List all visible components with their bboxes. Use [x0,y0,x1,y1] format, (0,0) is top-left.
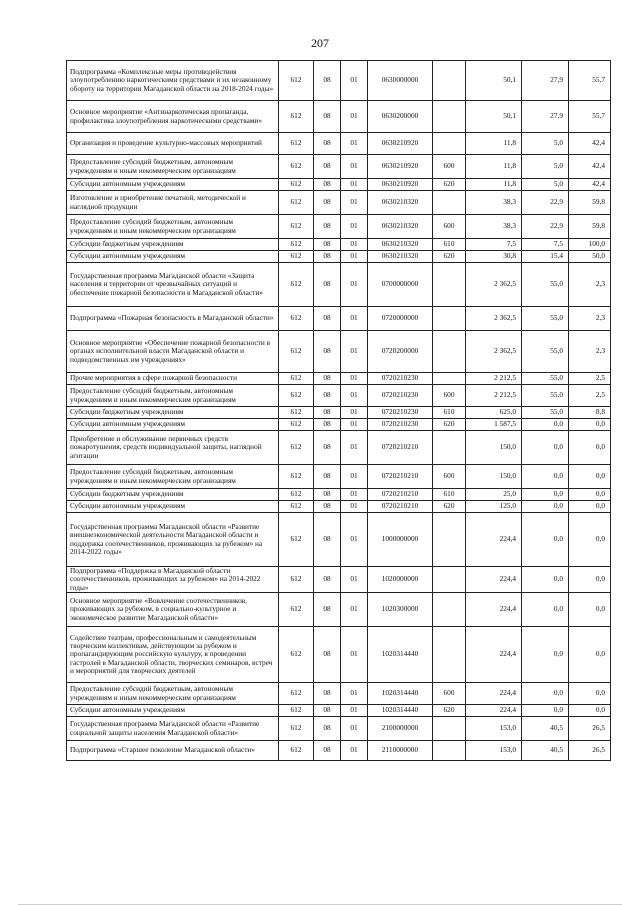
cell-csr: 2100000000 [368,717,433,741]
table-row [67,215,611,239]
cell-pr: 01 [341,155,368,179]
table-row [67,683,611,705]
cell-pct: 42,4 [569,155,611,179]
table-row [67,307,611,331]
cell-ved: 612 [279,465,314,489]
cell-sum: 224,4 [466,705,522,717]
cell-sum: 25,0 [466,489,522,501]
cell-ved: 612 [279,717,314,741]
cell-csr: 0720210230 [368,373,433,385]
cell-done: 0,0 [522,567,569,593]
cell-rz: 08 [314,191,341,215]
cell-done: 55,0 [522,263,569,307]
table-row [67,61,611,101]
cell-name: Государственная программа Магаданской области «Развитие внешнеэкономической деятельности Магаданской области и поддержка соотечественников, проживающих за рубежом» на 2014-2022 годы» [67,513,279,567]
cell-vr [433,741,466,761]
cell-name: Предоставление субсидий бюджетным, автономным учреждениям и иным некоммерческим организациям [67,215,279,239]
cell-pr: 01 [341,513,368,567]
cell-vr [433,431,466,465]
cell-ved: 612 [279,627,314,683]
cell-name: Субсидии бюджетным учреждениям [67,489,279,501]
cell-done: 0,0 [522,705,569,717]
table-row [67,133,611,155]
cell-name: Предоставление субсидий бюджетным, автономным учреждениям и иным некоммерческим организациям [67,385,279,407]
cell-name: Государственная программа Магаданской области «Защита населения и территории от чрезвычайных ситуаций и обеспечение пожарной безопасности в Магаданской области» [67,263,279,307]
cell-pct: 55,7 [569,101,611,133]
cell-pct: 0,0 [569,431,611,465]
cell-pr: 01 [341,717,368,741]
cell-ved: 612 [279,61,314,101]
cell-csr: 1020314440 [368,683,433,705]
cell-rz: 08 [314,627,341,683]
cell-csr: 0720210230 [368,419,433,431]
cell-rz: 08 [314,133,341,155]
cell-name: Подпрограмма «Комплексные меры противодействия злоупотреблению наркотическими средствами и их незаконному обороту на территории Магаданской области на 2018-2024 годы» [67,61,279,101]
cell-csr: 0720210230 [368,407,433,419]
cell-pr: 01 [341,419,368,431]
cell-rz: 08 [314,431,341,465]
cell-ved: 612 [279,101,314,133]
cell-done: 0,0 [522,501,569,513]
cell-pct: 59,8 [569,215,611,239]
cell-rz: 08 [314,215,341,239]
cell-done: 55,0 [522,373,569,385]
cell-rz: 08 [314,101,341,133]
cell-pr: 01 [341,331,368,373]
cell-sum: 2 212,5 [466,373,522,385]
cell-vr: 610 [433,489,466,501]
table-row [67,331,611,373]
table-row [67,373,611,385]
cell-pr: 01 [341,501,368,513]
cell-pct: 0,0 [569,683,611,705]
cell-done: 15,4 [522,251,569,263]
cell-sum: 2 362,5 [466,307,522,331]
cell-csr: 1020314440 [368,705,433,717]
cell-name: Государственная программа Магаданской области «Развитие социальной защиты населения Магаданской области» [67,717,279,741]
cell-sum: 2 212,5 [466,385,522,407]
cell-csr: 0630200000 [368,101,433,133]
table-row [67,407,611,419]
cell-name: Субсидии автономным учреждениям [67,501,279,513]
cell-pct: 42,4 [569,133,611,155]
cell-name: Прочие мероприятия в сфере пожарной безопасности [67,373,279,385]
cell-pct: 2,3 [569,331,611,373]
cell-vr [433,567,466,593]
cell-pct: 0,0 [569,513,611,567]
cell-csr: 0630210920 [368,133,433,155]
cell-pct: 0,0 [569,593,611,627]
cell-sum: 1 587,5 [466,419,522,431]
cell-rz: 08 [314,385,341,407]
cell-vr: 600 [433,155,466,179]
cell-rz: 08 [314,683,341,705]
cell-rz: 08 [314,239,341,251]
cell-rz: 08 [314,741,341,761]
cell-done: 5,0 [522,133,569,155]
cell-ved: 612 [279,705,314,717]
cell-done: 27,9 [522,101,569,133]
cell-vr [433,307,466,331]
cell-rz: 08 [314,331,341,373]
cell-csr: 0720000000 [368,307,433,331]
cell-pct: 100,0 [569,239,611,251]
cell-ved: 612 [279,215,314,239]
cell-ved: 612 [279,263,314,307]
cell-ved: 612 [279,307,314,331]
cell-ved: 612 [279,239,314,251]
table-row [67,501,611,513]
cell-done: 0,0 [522,683,569,705]
cell-rz: 08 [314,307,341,331]
cell-rz: 08 [314,465,341,489]
cell-csr: 1000000000 [368,513,433,567]
cell-name: Предоставление субсидий бюджетным, автономным учреждениям и иным некоммерческим организациям [67,465,279,489]
cell-pct: 59,8 [569,191,611,215]
cell-done: 5,0 [522,179,569,191]
cell-rz: 08 [314,567,341,593]
cell-sum: 2 362,5 [466,263,522,307]
cell-done: 0,0 [522,489,569,501]
cell-pct: 26,5 [569,741,611,761]
cell-vr [433,101,466,133]
cell-done: 22,9 [522,191,569,215]
cell-pr: 01 [341,407,368,419]
cell-done: 0,0 [522,627,569,683]
cell-vr: 600 [433,385,466,407]
cell-sum: 224,4 [466,627,522,683]
cell-pr: 01 [341,101,368,133]
cell-name: Основное мероприятие «Обеспечение пожарной безопасности в органах исполнительной власти Магаданской области и подведомственных им учреждениях» [67,331,279,373]
cell-csr: 0720210210 [368,501,433,513]
table-body [67,61,611,761]
cell-csr: 0630210320 [368,191,433,215]
cell-name: Подпрограмма «Поддержка в Магаданской области соотечественников, проживающих за рубежом» на 2014-2022 годы» [67,567,279,593]
cell-done: 0,0 [522,419,569,431]
cell-ved: 612 [279,251,314,263]
cell-rz: 08 [314,61,341,101]
cell-ved: 612 [279,191,314,215]
cell-rz: 08 [314,593,341,627]
cell-sum: 50,1 [466,61,522,101]
cell-ved: 612 [279,567,314,593]
cell-done: 55,0 [522,407,569,419]
cell-pct: 0,0 [569,419,611,431]
cell-pct: 0,0 [569,567,611,593]
cell-ved: 612 [279,489,314,501]
cell-vr: 620 [433,251,466,263]
cell-rz: 08 [314,179,341,191]
cell-ved: 612 [279,593,314,627]
cell-name: Субсидии бюджетным учреждениям [67,239,279,251]
cell-name: Организация и проведение культурно-массовых мероприятий [67,133,279,155]
cell-ved: 612 [279,331,314,373]
cell-done: 0,0 [522,593,569,627]
table-row [67,717,611,741]
cell-ved: 612 [279,373,314,385]
cell-sum: 150,0 [466,465,522,489]
table-row [67,191,611,215]
cell-sum: 224,4 [466,567,522,593]
cell-done: 55,0 [522,331,569,373]
cell-pr: 01 [341,489,368,501]
cell-done: 40,5 [522,717,569,741]
cell-name: Субсидии автономным учреждениям [67,251,279,263]
cell-pr: 01 [341,465,368,489]
cell-vr: 620 [433,501,466,513]
cell-csr: 0700000000 [368,263,433,307]
cell-vr: 620 [433,419,466,431]
cell-rz: 08 [314,251,341,263]
table-row [67,567,611,593]
cell-vr [433,373,466,385]
cell-done: 55,0 [522,385,569,407]
cell-name: Содействие театрам, профессиональным и самодеятельным творческим коллективам, действующим за рубежом и пропагандирующим российскую культуру, в проведении гастролей в Магаданской области, творческих семинаров, встреч и мероприятий для творческих деятелей [67,627,279,683]
cell-ved: 612 [279,419,314,431]
cell-pr: 01 [341,385,368,407]
table-row [67,263,611,307]
cell-sum: 153,0 [466,717,522,741]
cell-vr [433,627,466,683]
cell-done: 40,5 [522,741,569,761]
cell-sum: 7,5 [466,239,522,251]
cell-ved: 612 [279,385,314,407]
cell-done: 55,0 [522,307,569,331]
table-row [67,513,611,567]
cell-ved: 612 [279,501,314,513]
cell-sum: 150,0 [466,431,522,465]
table-row [67,155,611,179]
cell-pct: 50,0 [569,251,611,263]
cell-csr: 0630210320 [368,239,433,251]
cell-pr: 01 [341,215,368,239]
cell-csr: 0630000000 [368,61,433,101]
cell-vr: 610 [433,407,466,419]
cell-sum: 224,4 [466,593,522,627]
cell-name: Основное мероприятие «Антинаркотическая пропаганда, профилактика злоупотребления наркотическими средствами» [67,101,279,133]
cell-rz: 08 [314,489,341,501]
cell-ved: 612 [279,513,314,567]
budget-table [66,60,611,761]
cell-ved: 612 [279,133,314,155]
cell-pct: 2,5 [569,373,611,385]
cell-vr [433,593,466,627]
cell-name: Субсидии автономным учреждениям [67,419,279,431]
cell-pct: 0,0 [569,489,611,501]
cell-rz: 08 [314,407,341,419]
cell-sum: 50,1 [466,101,522,133]
cell-pct: 0,0 [569,501,611,513]
cell-pct: 2,3 [569,307,611,331]
table-row [67,627,611,683]
cell-pr: 01 [341,705,368,717]
cell-pct: 2,5 [569,385,611,407]
cell-sum: 11,8 [466,179,522,191]
table-row [67,741,611,761]
cell-ved: 612 [279,431,314,465]
cell-pct: 8,8 [569,407,611,419]
cell-csr: 0720210210 [368,489,433,501]
cell-sum: 224,4 [466,513,522,567]
cell-done: 22,9 [522,215,569,239]
cell-done: 27,9 [522,61,569,101]
cell-vr [433,191,466,215]
cell-rz: 08 [314,155,341,179]
cell-csr: 0720210230 [368,385,433,407]
cell-pr: 01 [341,179,368,191]
cell-name: Субсидии автономным учреждениям [67,179,279,191]
cell-done: 0,0 [522,465,569,489]
cell-csr: 0720210210 [368,465,433,489]
cell-sum: 2 362,5 [466,331,522,373]
cell-vr: 600 [433,465,466,489]
cell-ved: 612 [279,155,314,179]
cell-csr: 0630210920 [368,155,433,179]
cell-vr: 610 [433,239,466,251]
cell-pct: 55,7 [569,61,611,101]
cell-pr: 01 [341,683,368,705]
cell-pr: 01 [341,239,368,251]
cell-csr: 1020300000 [368,593,433,627]
cell-pct: 0,0 [569,627,611,683]
cell-name: Приобретение и обслуживание первичных средств пожаротушения, средств индивидуальной защиты, наглядной агитации [67,431,279,465]
table-row [67,465,611,489]
cell-name: Субсидии бюджетным учреждениям [67,407,279,419]
table-row [67,431,611,465]
cell-sum: 153,0 [466,741,522,761]
cell-csr: 0630210320 [368,251,433,263]
cell-pr: 01 [341,567,368,593]
cell-csr: 0720210210 [368,431,433,465]
cell-csr: 1020000000 [368,567,433,593]
cell-vr [433,331,466,373]
cell-vr: 620 [433,179,466,191]
table-row [67,179,611,191]
cell-pr: 01 [341,431,368,465]
cell-name: Предоставление субсидий бюджетным, автономным учреждениям и иным некоммерческим организациям [67,683,279,705]
cell-pr: 01 [341,133,368,155]
cell-name: Подпрограмма «Пожарная безопасность в Магаданской области» [67,307,279,331]
table-row [67,593,611,627]
cell-sum: 38,3 [466,215,522,239]
cell-rz: 08 [314,705,341,717]
table-row [67,239,611,251]
cell-ved: 612 [279,741,314,761]
cell-ved: 612 [279,407,314,419]
cell-rz: 08 [314,501,341,513]
cell-rz: 08 [314,419,341,431]
cell-sum: 30,8 [466,251,522,263]
cell-pct: 0,0 [569,705,611,717]
cell-csr: 0630210320 [368,215,433,239]
cell-rz: 08 [314,263,341,307]
cell-pct: 0,0 [569,465,611,489]
cell-vr [433,133,466,155]
cell-sum: 625,0 [466,407,522,419]
cell-pr: 01 [341,263,368,307]
cell-vr [433,513,466,567]
cell-vr: 600 [433,215,466,239]
cell-name: Подпрограмма «Старшее поколение Магаданской области» [67,741,279,761]
cell-name: Предоставление субсидий бюджетным, автономным учреждениям и иным некоммерческим организациям [67,155,279,179]
cell-done: 7,5 [522,239,569,251]
cell-pr: 01 [341,251,368,263]
cell-csr: 0720200000 [368,331,433,373]
table-row [67,101,611,133]
cell-sum: 11,8 [466,155,522,179]
cell-pr: 01 [341,307,368,331]
cell-vr [433,263,466,307]
cell-pr: 01 [341,593,368,627]
cell-name: Субсидии автономным учреждениям [67,705,279,717]
cell-done: 0,0 [522,431,569,465]
cell-name: Основное мероприятие «Вовлечение соотечественников, проживающих за рубежом, в социально-культурное и экономическое развитие Магаданской области» [67,593,279,627]
cell-ved: 612 [279,683,314,705]
cell-csr: 0630210920 [368,179,433,191]
cell-pct: 42,4 [569,179,611,191]
cell-done: 5,0 [522,155,569,179]
cell-sum: 11,8 [466,133,522,155]
cell-pct: 26,5 [569,717,611,741]
cell-rz: 08 [314,717,341,741]
table-row [67,419,611,431]
table-row [67,385,611,407]
cell-done: 0,0 [522,513,569,567]
cell-vr: 600 [433,683,466,705]
cell-sum: 224,4 [466,683,522,705]
table-row [67,251,611,263]
cell-rz: 08 [314,513,341,567]
cell-sum: 38,3 [466,191,522,215]
cell-name: Изготовление и приобретение печатной, методической и наглядной продукции [67,191,279,215]
cell-vr [433,61,466,101]
table-row [67,489,611,501]
cell-pr: 01 [341,741,368,761]
cell-pct: 2,3 [569,263,611,307]
table-row [67,705,611,717]
cell-ved: 612 [279,179,314,191]
cell-csr: 1020314440 [368,627,433,683]
page-number: 207 [311,36,329,50]
cell-pr: 01 [341,191,368,215]
cell-rz: 08 [314,373,341,385]
cell-sum: 125,0 [466,501,522,513]
cell-pr: 01 [341,61,368,101]
cell-csr: 2110000000 [368,741,433,761]
cell-pr: 01 [341,373,368,385]
cell-pr: 01 [341,627,368,683]
cell-vr [433,717,466,741]
cell-vr: 620 [433,705,466,717]
